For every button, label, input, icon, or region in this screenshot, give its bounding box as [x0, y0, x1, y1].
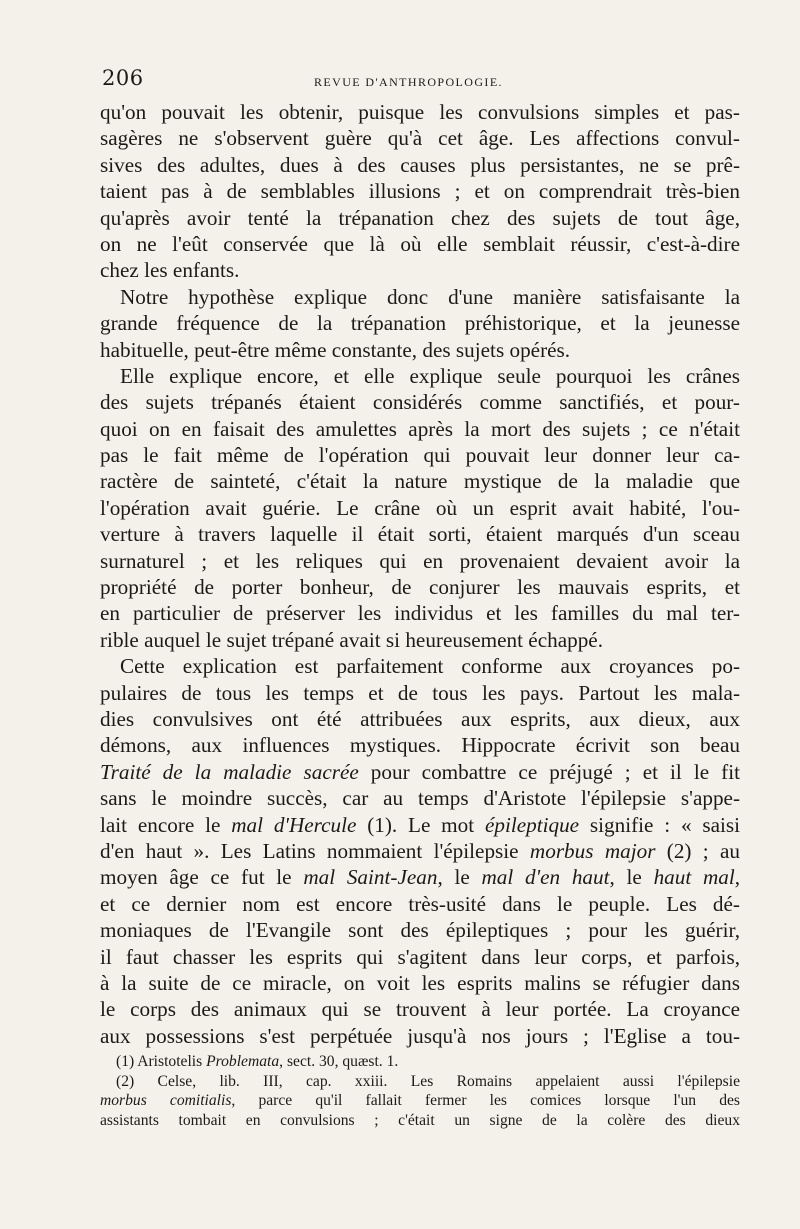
- text-line: [100, 838, 740, 864]
- text-run: pour combattre ce préjugé ; et il le fit: [358, 759, 740, 784]
- text-run: lait encore le: [100, 812, 232, 837]
- text-run: moyen âge ce fut le: [100, 865, 304, 890]
- text-line: moniaques de l'Evangile sont des épileptiques ; pour les guérir,: [100, 918, 740, 943]
- text-line: Cette explication est parfaitement conforme aux croyances po-: [120, 654, 740, 679]
- text-line: à la suite de ce miracle, on voit les esprits malins se réfugier dans: [100, 970, 740, 995]
- italic-term: mal d'en haut: [481, 865, 610, 890]
- text-run: , sect. 30, quæst. 1.: [279, 1053, 399, 1070]
- text-line: ractère de sainteté, c'était la nature mystique de la maladie que: [100, 469, 740, 494]
- text-line: en particulier de préserver les individus et les familles du mal ter-: [100, 601, 740, 626]
- text-run: , le: [437, 865, 482, 890]
- text-line: sagères ne s'observent guère qu'à cet âge. Les affections convul-: [100, 126, 740, 151]
- text-line: qu'après avoir tenté la trépanation chez des sujets de tout âge,: [100, 205, 740, 230]
- text-line: [100, 812, 740, 838]
- footnote-1: [100, 1052, 740, 1072]
- footnote-2-line: (2) Celse, lib. III, cap. xxiii. Les Romains appelaient aussi l'épilepsie: [116, 1072, 740, 1090]
- text-line: quoi on en faisait des amulettes après la mort des sujets ; ce n'était: [100, 416, 740, 441]
- text-line: propriété de porter bonheur, de conjurer les mauvais esprits, et: [100, 575, 740, 600]
- text-line: aux possessions s'est perpétuée jusqu'à nos jours ; l'Eglise a tou-: [100, 1023, 740, 1048]
- italic-title: Problemata: [206, 1053, 280, 1070]
- italic-title: Traité de la maladie sacrée: [100, 759, 359, 784]
- footnote-ref-run: (1). Le mot: [356, 812, 485, 837]
- text-line: le corps des animaux qui se trouvent à leur portée. La croyance: [100, 997, 740, 1022]
- text-line: dies convulsives ont été attribuées aux esprits, aux dieux, aux: [100, 706, 740, 731]
- text-line: [100, 864, 740, 890]
- text-run: d'en haut ». Les Latins nommaient l'épilepsie: [100, 838, 530, 863]
- text-line: grande fréquence de la trépanation préhistorique, et la jeunesse: [100, 311, 740, 336]
- text-line: qu'on pouvait les obtenir, puisque les convulsions simples et pas-: [100, 100, 740, 124]
- text-line: verture à travers laquelle il était sorti, étaient marqués d'un sceau: [100, 522, 740, 547]
- text-line: on ne l'eût conservée que là où elle semblait réussir, c'est-à-dire: [100, 231, 740, 256]
- paragraph: [100, 284, 740, 363]
- text-run: , parce qu'il fallait fermer les comices lorsque l'un des: [231, 1092, 740, 1110]
- text-run: (1) Aristotelis: [116, 1053, 207, 1070]
- text-line: surnaturel ; et les reliques qui en provenaient devaient avoir la: [100, 548, 740, 573]
- footnote-2-line: assistants tombait en convulsions ; c'était un signe de la colère des dieux: [100, 1112, 740, 1130]
- text-line: démons, aux influences mystiques. Hippocrate écrivit son beau: [100, 733, 740, 758]
- italic-term: épileptique: [484, 812, 580, 837]
- italic-term: mal Saint-Jean: [303, 865, 438, 890]
- italic-term: haut mal: [653, 865, 735, 890]
- text-line: il faut chasser les esprits qui s'agitent dans leur corps, et parfois,: [100, 944, 740, 969]
- text-run: , le: [609, 865, 654, 890]
- page-number: 206: [102, 66, 144, 90]
- text-line: Elle explique encore, et elle explique seule pourquoi les crânes: [120, 363, 740, 388]
- text-line: [100, 759, 740, 785]
- footnotes: [100, 1052, 740, 1131]
- italic-term: mal d'Hercule: [231, 812, 357, 837]
- text-line: des sujets trépanés étaient considérés comme sanctifiés, et pour-: [100, 390, 740, 415]
- paragraph: [100, 653, 740, 1049]
- running-title: REVUE D'ANTHROPOLOGIE.: [314, 75, 503, 89]
- text-line: Notre hypothèse explique donc d'une manière satisfaisante la: [120, 284, 740, 309]
- text-line: taient pas à de semblables illusions ; et on comprendrait très-bien: [100, 179, 740, 204]
- text-line: pas le fait même de l'opération qui pouvait leur donner leur ca-: [100, 443, 740, 468]
- text-run: signifie : « saisi: [579, 812, 741, 837]
- text-line: l'opération avait guérie. Le crâne où un esprit avait habité, l'ou-: [100, 495, 740, 520]
- text-line: sans le moindre succès, car au temps d'Aristote l'épilepsie s'appe-: [100, 786, 740, 811]
- text-line: habituelle, peut-être même constante, des sujets opérés.: [100, 337, 571, 362]
- paragraph: [100, 363, 740, 653]
- body-text: [100, 99, 740, 1049]
- footnote-ref-run: (2) ; au: [655, 838, 740, 863]
- footnote-2-line: [100, 1091, 740, 1111]
- paragraph: [100, 99, 740, 284]
- text-line: sives des adultes, dues à des causes plus persistantes, ne se prê-: [100, 152, 740, 177]
- text-run: ,: [734, 865, 741, 890]
- text-line: pulaires de tous les temps et de tous les pays. Partout les mala-: [100, 680, 740, 705]
- italic-term: morbus major: [529, 838, 656, 863]
- text-line: rible auquel le sujet trépané avait si heureusement échappé.: [100, 627, 603, 652]
- text-line: chez les enfants.: [100, 258, 240, 283]
- text-line: et ce dernier nom est encore très-usité dans le peuple. Les dé-: [100, 891, 740, 916]
- italic-term: morbus comitialis: [100, 1092, 232, 1110]
- running-head: [100, 66, 740, 96]
